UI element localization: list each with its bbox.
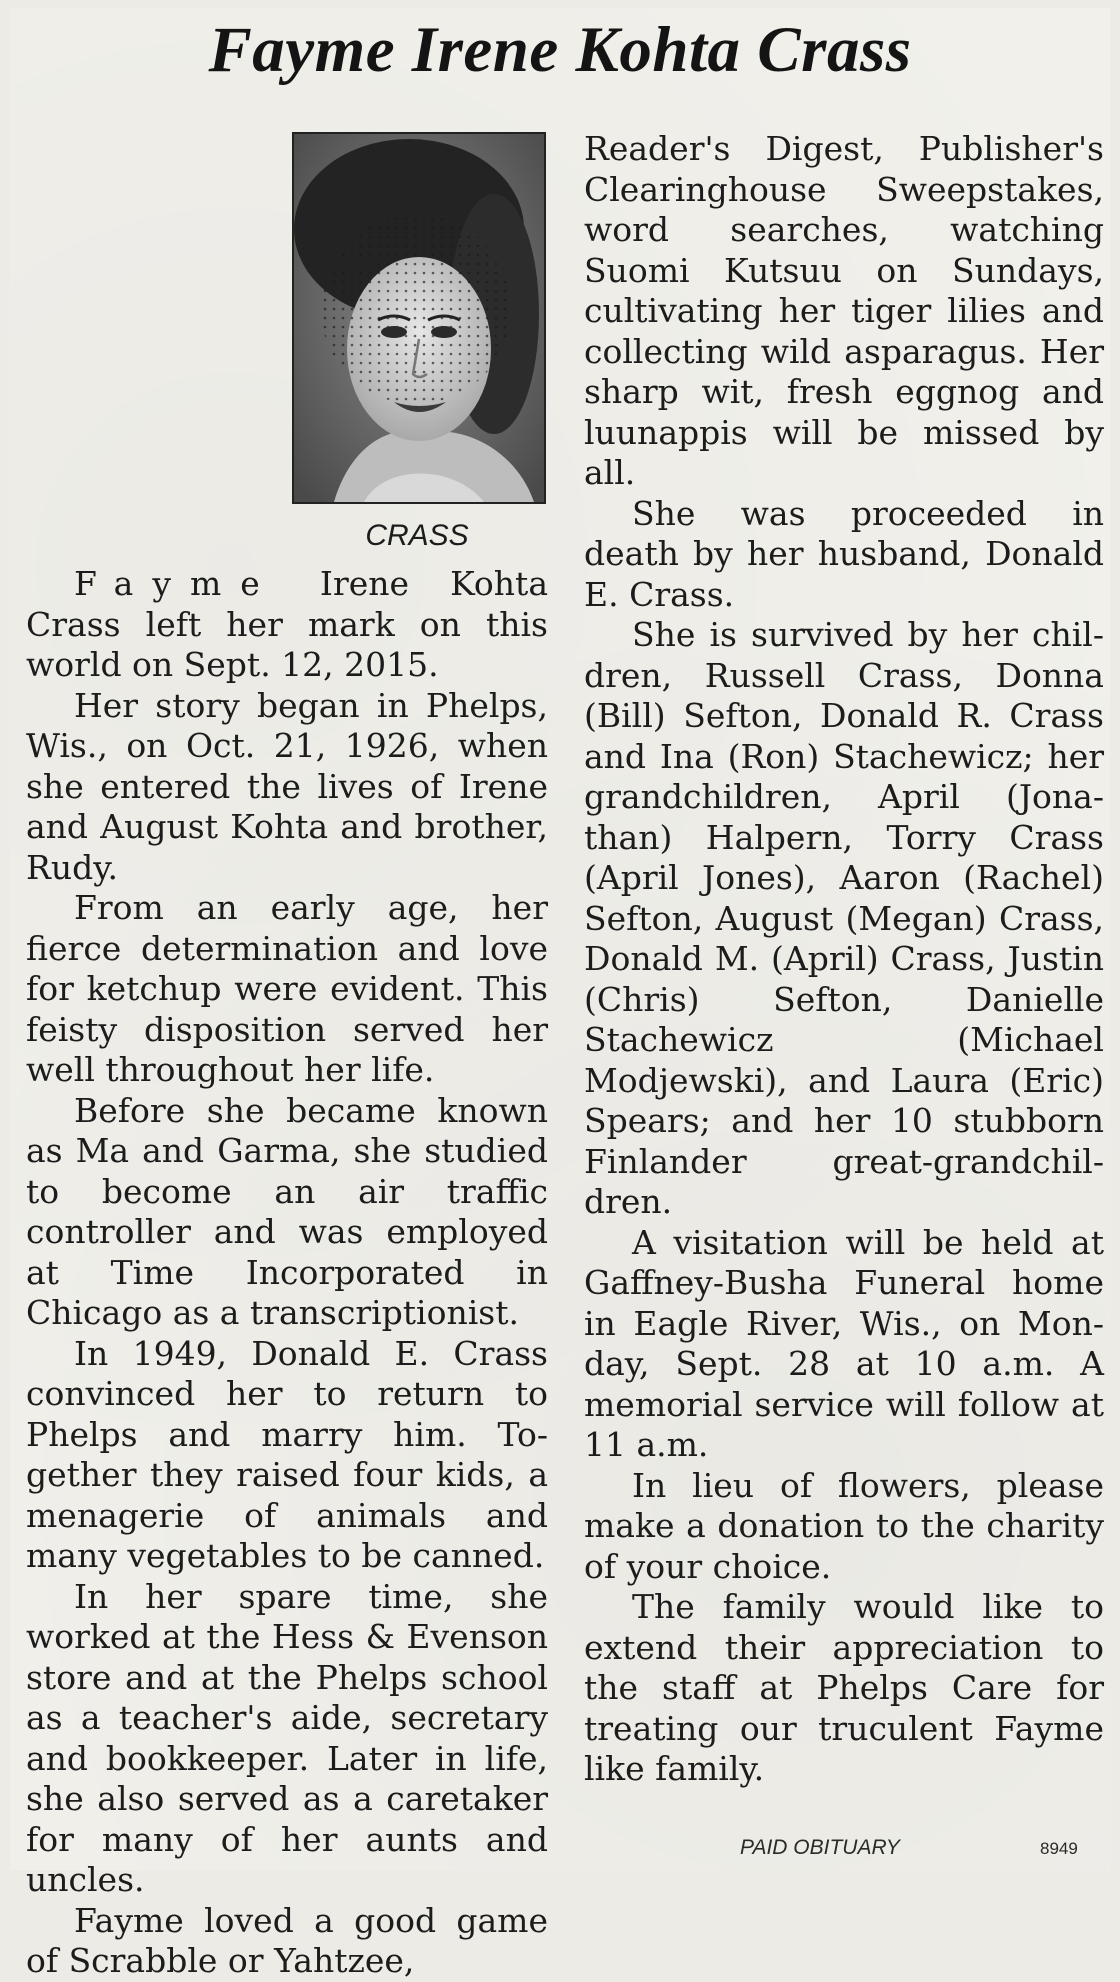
portrait-block	[286, 132, 548, 556]
paragraph-7: Fayme loved a good game of Scrabble or Yahtzee,	[26, 1900, 548, 1980]
first-name-lead: Fayme	[74, 564, 279, 603]
right-column	[584, 129, 1104, 1790]
paragraph-9: She was proceeded in death by her husband, Donald E. Crass.	[584, 493, 1104, 614]
paragraph-8: Reader's Digest, Publisher's Clearinghouse Sweepstakes, word searches, watching Suomi Kutsuu on Sundays, cultivating her tiger lilies and collecting wild asparagus. Her sharp wit, fresh eggnog and luunappis will be missed by all.	[584, 129, 1104, 492]
paragraph-10: She is survived by her children, Russell Crass, Donna (Bill) Sefton, Donald R. Crass and Ina (Ron) Stachewicz; her grandchildren, April (Jonathan) Halpern, Torry Crass (April Jones), Aaron (Rachel) Sefton, August (Megan) Crass, Donald M. (April) Crass, Justin (Chris) Sefton, Danielle Stachewicz (Michael Modjewski), and Laura (Eric) Spears; and her 10 stubborn Finlander great-grandchildren.	[584, 615, 1104, 1221]
paragraph-4: Before she became known as Ma and Garma, she studied to become an air traffic controller and was employed at Time Incorporated in Chicago as a transcriptionist.	[26, 1090, 548, 1332]
headline: Fayme Irene Kohta Crass	[208, 14, 912, 86]
portrait-photo	[292, 132, 546, 504]
paragraph-6: In her spare time, she worked at the Hess & Evenson store and at the Phelps school as a teacher's aide, secretary and bookkeeper. Later in life, she also served as a caretaker for many of her aunts and uncles.	[26, 1576, 548, 1899]
paragraph-11: A visitation will be held at Gaffney-Busha Funeral home in Eagle River, Wis., on Monday, Sept. 28 at 10 a.m. A memorial service will follow at 11 a.m.	[584, 1222, 1104, 1464]
paragraph-13: The family would like to extend their appreciation to the staff at Phelps Care for treating our truculent Fayme like family.	[584, 1587, 1104, 1788]
paragraph-1-text: Irene Kohta Crass left her mark on this world on Sept. 12, 2015.	[26, 564, 548, 684]
paragraph-12: In lieu of flowers, please make a donation to the charity of your choice.	[584, 1465, 1104, 1586]
portrait-illustration	[294, 134, 544, 502]
obituary-clipping	[10, 8, 1110, 1980]
ad-number: 8949	[1040, 1839, 1078, 1858]
paragraph-3: From an early age, her fierce determination and love for ketchup were evident. This feisty disposition served her well throughout her life.	[26, 888, 548, 1089]
paragraph-2: Her story began in Phelps, Wis., on Oct. 21, 1926, when she entered the lives of Irene and August Kohta and brother, Rudy.	[26, 685, 548, 887]
left-column	[26, 129, 548, 1982]
paragraph-5: In 1949, Donald E. Crass convinced her to return to Phelps and marry him. Together they raised four kids, a menagerie of animals and many vegetables to be canned.	[26, 1333, 548, 1575]
photo-caption: CRASS	[365, 519, 469, 552]
paid-obituary-label: PAID OBITUARY	[740, 1836, 900, 1859]
